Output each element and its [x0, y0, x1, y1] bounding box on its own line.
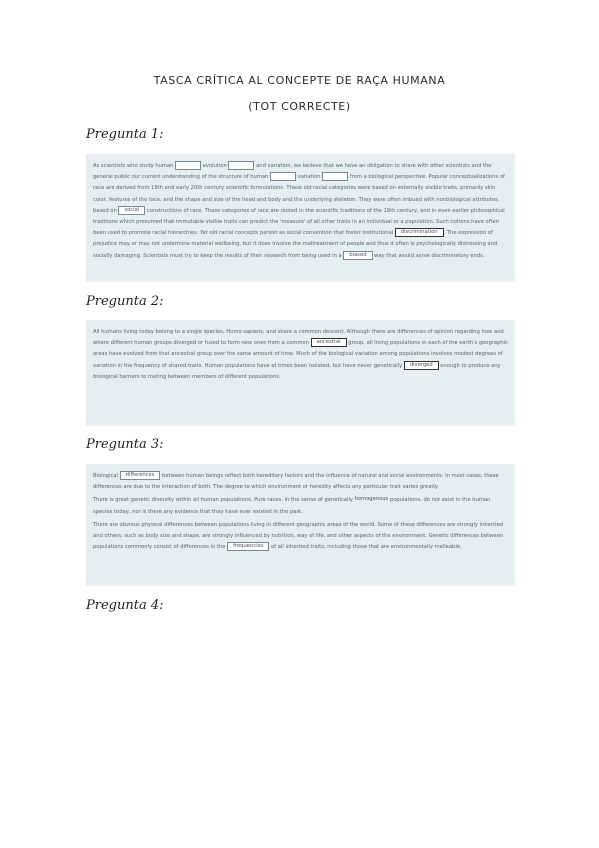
- answer-blank[interactable]: [175, 161, 201, 170]
- question-2-text-box: [86, 320, 515, 426]
- paragraph-text: There are obvious physical differences between populations living in different geographic areas of the world. Some of these differences are strongly inherited and others, such as body size and shape, are strongly influenced by nutrition, way of life, and other aspects of the environment. Genetic differences between populations commonly consist of differences in the: [93, 521, 504, 551]
- answer-blank[interactable]: ancestral: [311, 338, 347, 347]
- answer-blank[interactable]: homogenous: [354, 496, 389, 503]
- paragraph-text: All humans living today belong to a single species, Homo sapiens, and share a common descent. Although there are differences of opinion regarding how and where different human groups diverged or fused to form new ones from a common: [93, 329, 504, 347]
- paragraph-text: evolution: [201, 163, 229, 169]
- answer-blank[interactable]: frequencies: [227, 542, 269, 551]
- paragraph-text: of all inherited traits, including those that are environmentally malleable.: [269, 544, 462, 551]
- answer-blank[interactable]: [322, 172, 348, 181]
- document-subtitle: (TOT CORRECTE): [248, 100, 351, 113]
- paragraph-text: Biological: [93, 473, 120, 479]
- question-1-text-box: [86, 154, 515, 282]
- paragraph-text: and variation, we believe that we have an obligation to share with other scientists and the general public our current understanding of the structure of human: [93, 163, 492, 181]
- question-1-heading: Pregunta 1:: [86, 127, 164, 142]
- paragraph-text: . The expression of prejudice may or may not undermine material wellbeing, but it does involve the maltreatment of people and thus it often is psychologically distressing and socially damaging. Scientists must try to keep the results of their research from being used in a: [93, 230, 498, 259]
- paragraph-text: between human beings reflect both hereditary factors and the influence of natural and social environments. In most cases, these differences are due to the interaction of both. The degree to which environment or heredity affects any particular trait varies greatly.: [93, 473, 499, 491]
- question-3-text-box: [86, 464, 515, 586]
- answer-blank[interactable]: diverged: [404, 361, 439, 370]
- paragraph-text: way that would serve discriminatory ends.: [372, 252, 485, 259]
- answer-blank[interactable]: [270, 172, 296, 181]
- paragraph-text: populations, do not exist in the human species today, nor is there any evidence that they have ever existed in the past.: [93, 497, 491, 515]
- question-4-heading: Pregunta 4:: [86, 598, 164, 613]
- answer-blank[interactable]: biased: [343, 251, 372, 260]
- answer-blank[interactable]: [228, 161, 254, 170]
- question-3-heading: Pregunta 3:: [86, 437, 164, 452]
- answer-blank[interactable]: discrimination: [395, 228, 444, 237]
- question-2-heading: Pregunta 2:: [86, 294, 164, 309]
- question-paragraph: [93, 495, 509, 517]
- answer-blank[interactable]: social: [118, 206, 145, 215]
- answer-blank[interactable]: differences: [120, 471, 161, 480]
- paragraph-text: There is great genetic diversity within all human populations. Pure races, in the sense of genetically: [93, 497, 355, 504]
- paragraph-text: from a biological perspective. Popular conceptualizations of race are derived from 18th and early 20th century scientific formulations. These old racial categories were based on externally visible traits, primarily skin color, features of the face, and the shape and size of the head and body and the underlying skeleton. They were often imbued with nonbiological attributes, based on: [93, 174, 505, 214]
- question-paragraph: [93, 520, 509, 554]
- question-paragraph: [93, 471, 509, 493]
- question-paragraph: [93, 161, 509, 262]
- document-title: TASCA CRÍTICA AL CONCEPTE DE RAÇA HUMANA: [153, 74, 446, 87]
- paragraph-text: constructions of race. These categories of race are rooted in the scientific traditions of the 19th century, and in even earlier philosophical traditions which presumed that immutable visible traits can predict the 'measure' of all other traits in an individual or a population. Such notions have often been used to promote racial hierarchies. Yet old racial concepts persist as social convention that foster institutional: [93, 207, 505, 237]
- paragraph-text: variation: [295, 174, 323, 181]
- paragraph-text: group, all living populations in each of the earth's geographic areas have evolved from that ancestral group over the same amount of time. Much of the biological variation among populations involves modest degrees of variation in the frequency of shared traits. Human populations have at times been isolated, but have never genetically: [93, 340, 508, 369]
- question-paragraph: [93, 327, 509, 383]
- paragraph-text: enough to produce any biological barriers to mating between members of different populations.: [93, 362, 501, 380]
- paragraph-text: As scientists who study human: [93, 163, 176, 169]
